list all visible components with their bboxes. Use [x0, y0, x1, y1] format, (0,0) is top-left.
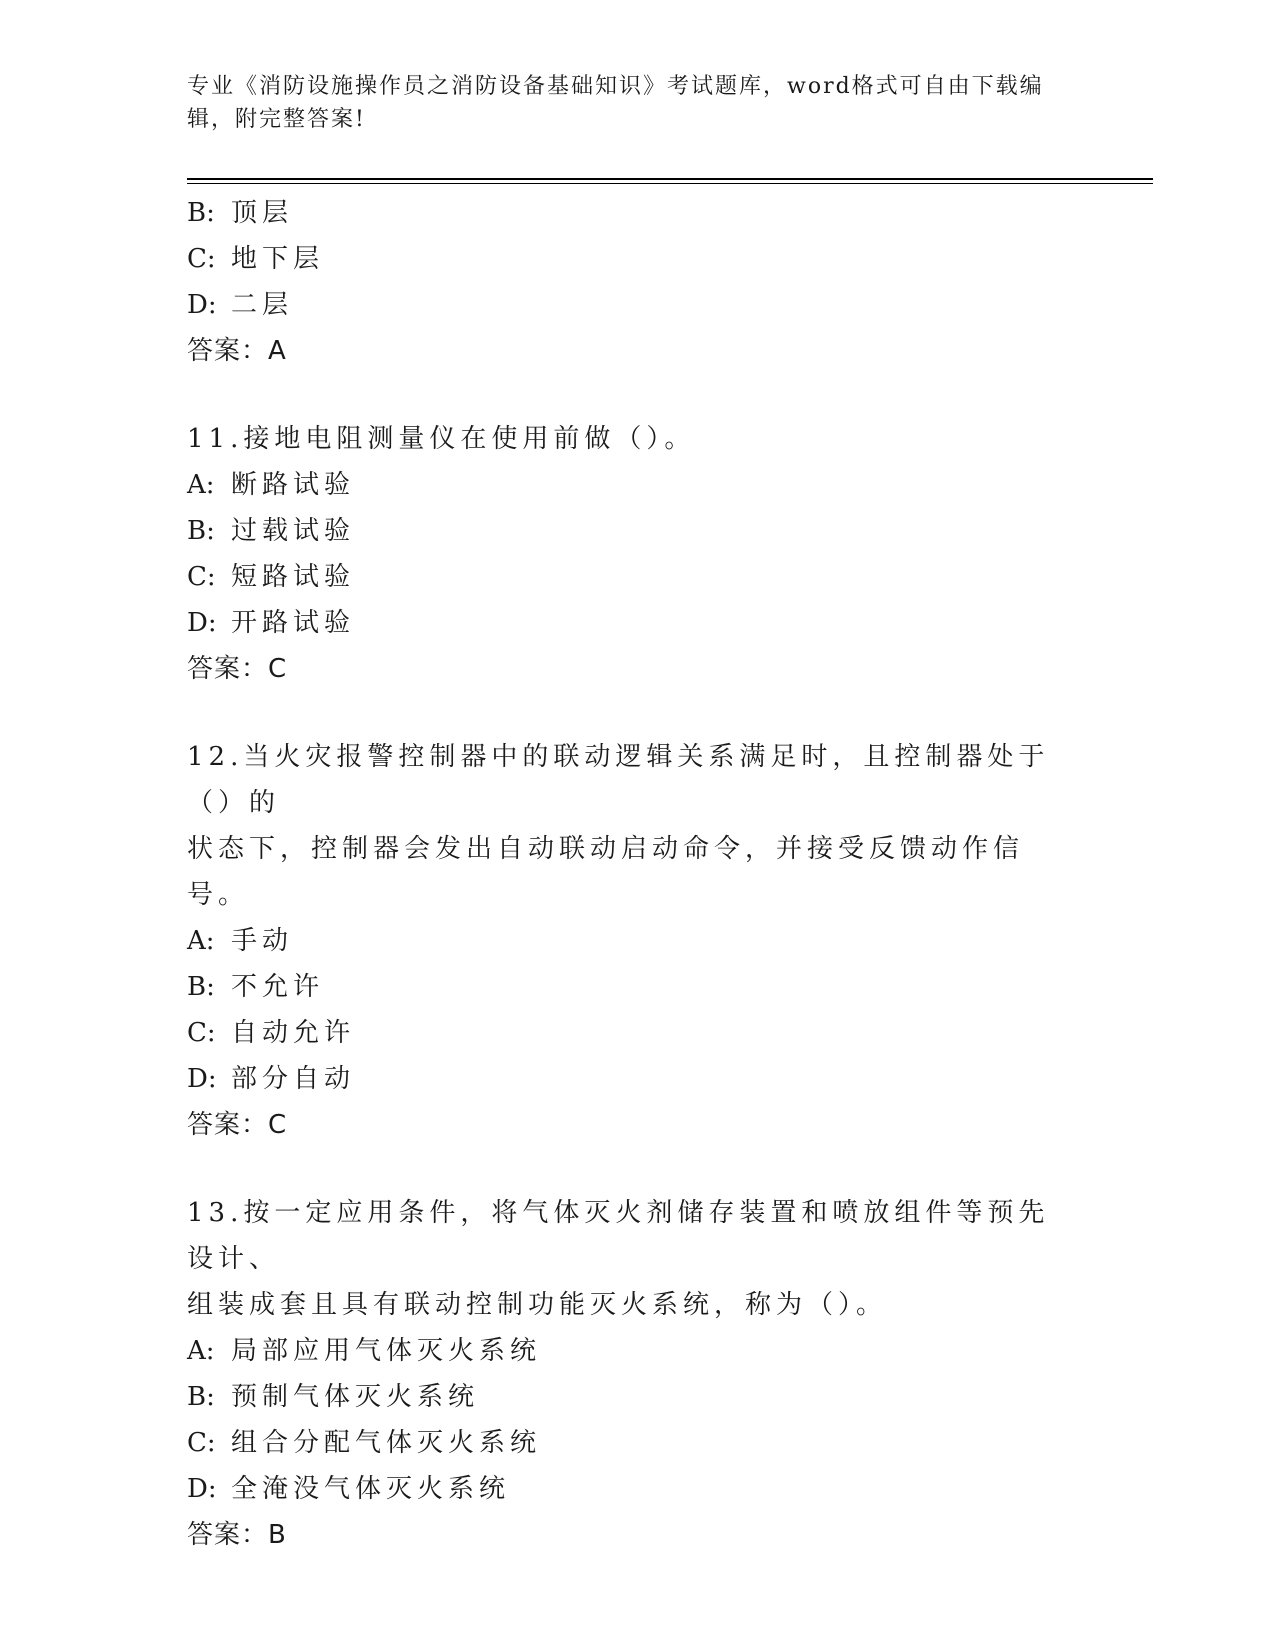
option-letter: C: [187, 1018, 216, 1048]
option-letter: D: [187, 608, 217, 638]
option-b [187, 964, 1087, 1010]
option-a [187, 1328, 1087, 1374]
answer-line: 答案：A [187, 336, 287, 366]
option-text: 顶层 [231, 198, 294, 228]
header-line-1: 专业《消防设施操作员之消防设备基础知识》考试题库，word格式可自由下载编 [187, 74, 1044, 99]
option-letter: B: [187, 1382, 215, 1412]
option-c [187, 236, 1087, 282]
header-line-2: 辑，附完整答案! [187, 107, 366, 132]
option-d [187, 600, 1087, 646]
option-text: 短路试验 [231, 562, 356, 592]
option-d [187, 1466, 1087, 1512]
option-a [187, 918, 1087, 964]
option-b [187, 508, 1087, 554]
option-a [187, 462, 1087, 508]
stem-line: 状态下，控制器会发出自动联动启动命令，并接受反馈动作信号。 [187, 834, 1025, 910]
option-b [187, 190, 1087, 236]
option-letter: B: [187, 516, 215, 546]
question-12 [187, 734, 1087, 1148]
document-header [187, 70, 1077, 136]
option-text: 手动 [231, 926, 294, 956]
option-b [187, 1374, 1087, 1420]
option-text: 自动允许 [231, 1018, 356, 1048]
option-letter: D: [187, 1474, 217, 1504]
option-letter: C: [187, 562, 216, 592]
option-text: 全淹没气体灭火系统 [231, 1474, 511, 1504]
option-text: 部分自动 [231, 1064, 356, 1094]
stem-line: 组装成套且具有联动控制功能灭火系统，称为（）。 [187, 1290, 888, 1320]
option-letter: B: [187, 972, 215, 1002]
question-stem [187, 734, 1067, 918]
question-stem [187, 416, 1067, 462]
stem-line: 12.当火灾报警控制器中的联动逻辑关系满足时，且控制器处于（）的 [187, 742, 1050, 818]
option-letter: D: [187, 1064, 217, 1094]
option-c [187, 1010, 1087, 1056]
question-13 [187, 1190, 1087, 1558]
header-divider-thin [187, 183, 1153, 184]
option-text: 地下层 [231, 244, 325, 274]
option-letter: C: [187, 244, 216, 274]
option-text: 局部应用气体灭火系统 [231, 1336, 542, 1366]
option-letter: A: [187, 1336, 215, 1366]
option-d [187, 1056, 1087, 1102]
option-c [187, 1420, 1087, 1466]
question-stem [187, 1190, 1067, 1328]
answer-line: 答案：C [187, 1110, 288, 1140]
stem-line: 13.按一定应用条件，将气体灭火剂储存装置和喷放组件等预先设计、 [187, 1198, 1050, 1274]
option-letter: A: [187, 470, 215, 500]
option-text: 预制气体灭火系统 [231, 1382, 480, 1412]
option-letter: D: [187, 290, 217, 320]
option-letter: A: [187, 926, 215, 956]
header-divider-thick [187, 178, 1153, 180]
answer-line: 答案：B [187, 1520, 287, 1550]
question-list [187, 190, 1087, 1558]
option-d [187, 282, 1087, 328]
stem-line: 11.接地电阻测量仪在使用前做（）。 [187, 424, 696, 454]
option-text: 不允许 [231, 972, 325, 1002]
option-text: 开路试验 [231, 608, 356, 638]
question-11 [187, 416, 1087, 692]
option-text: 二层 [231, 290, 294, 320]
option-letter: C: [187, 1428, 216, 1458]
option-text: 组合分配气体灭火系统 [231, 1428, 542, 1458]
prev-question-block [187, 190, 1087, 374]
option-c [187, 554, 1087, 600]
option-text: 断路试验 [231, 470, 356, 500]
option-letter: B: [187, 198, 215, 228]
option-text: 过载试验 [231, 516, 356, 546]
answer-line: 答案：C [187, 654, 288, 684]
